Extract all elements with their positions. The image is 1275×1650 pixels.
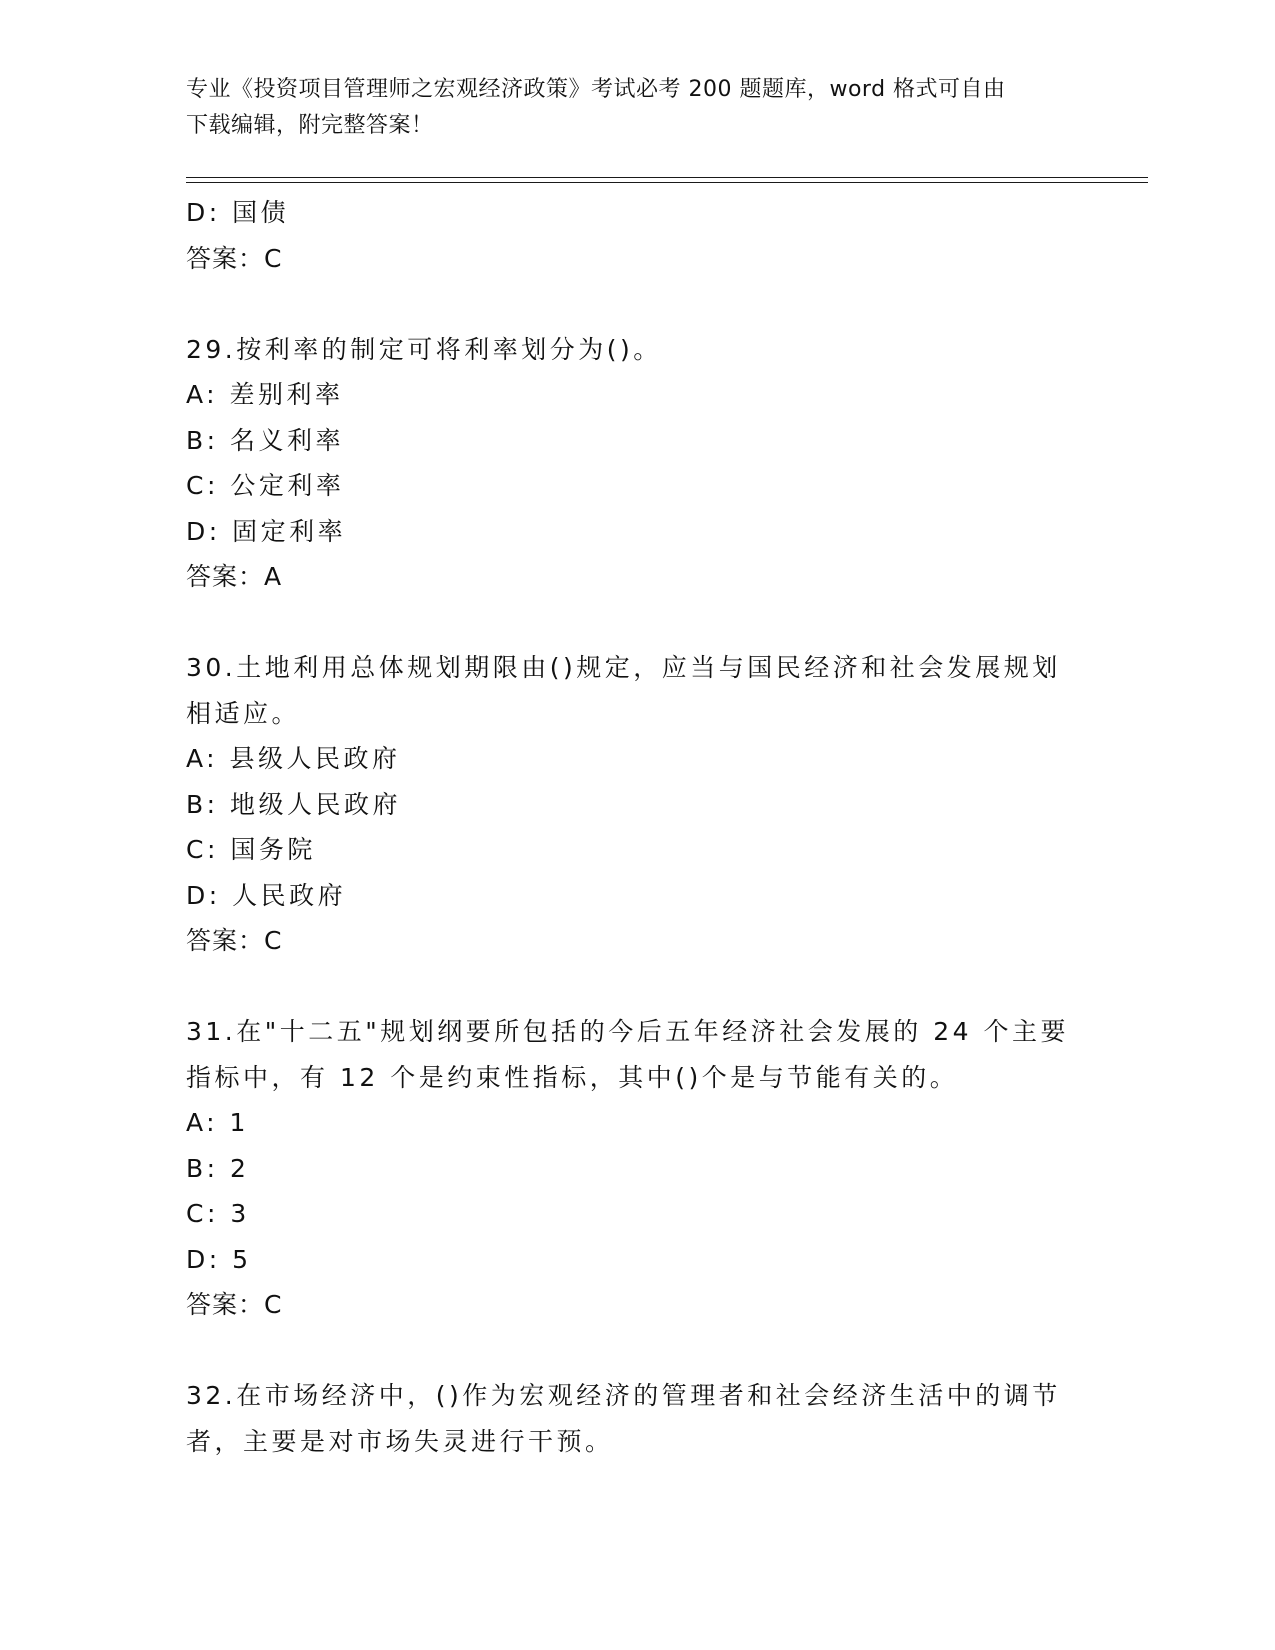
option-b: B: 名义利率 <box>186 425 345 455</box>
option-a: A: 县级人民政府 <box>186 744 401 773</box>
option-a: A: 1 <box>186 1108 249 1137</box>
answer-line: 答案：C <box>186 1290 283 1319</box>
question-31 <box>186 1009 1086 1328</box>
answer-line: 答案：A <box>186 562 283 591</box>
option-c: C: 3 <box>186 1199 250 1228</box>
question-32 <box>186 1373 1086 1464</box>
answer-line: 答案：C <box>186 926 283 955</box>
question-text-line-2: 指标中，有 12 个是约束性指标，其中()个是与节能有关的。 <box>186 1062 959 1092</box>
question-29 <box>186 327 1086 600</box>
spacer <box>186 964 1086 1010</box>
question-text: 29.按利率的制定可将利率划分为()。 <box>186 334 662 364</box>
option-d: D: 5 <box>186 1244 252 1274</box>
option-d: D: 国债 <box>186 198 290 227</box>
header-divider-top <box>186 177 1148 178</box>
header-line-1: 专业《投资项目管理师之宏观经济政策》考试必考 200 题题库，word 格式可自由 <box>186 77 1006 102</box>
question-list <box>186 190 1086 1464</box>
spacer <box>186 1328 1086 1374</box>
question-28-tail <box>186 190 1086 281</box>
question-text-line-1: 32.在市场经济中，()作为宏观经济的管理者和社会经济生活中的调节 <box>186 1381 1061 1410</box>
option-c: C: 公定利率 <box>186 471 345 500</box>
question-text-line-2: 相适应。 <box>186 698 301 728</box>
answer-line: 答案：C <box>186 243 283 273</box>
question-30 <box>186 645 1086 964</box>
header-divider-bottom <box>186 182 1148 183</box>
document-header <box>186 72 1066 144</box>
option-a: A: 差别利率 <box>186 380 344 409</box>
question-text-line-1: 31.在"十二五"规划纲要所包括的今后五年经济社会发展的 24 个主要 <box>186 1017 1069 1046</box>
question-text-line-1: 30.土地利用总体规划期限由()规定，应当与国民经济和社会发展规划 <box>186 653 1061 682</box>
header-line-2: 下载编辑，附完整答案！ <box>186 113 434 138</box>
spacer <box>186 281 1086 327</box>
spacer <box>186 600 1086 646</box>
option-d: D: 固定利率 <box>186 516 347 546</box>
question-text-line-2: 者，主要是对市场失灵进行干预。 <box>186 1426 614 1456</box>
option-b: B: 2 <box>186 1153 250 1183</box>
option-c: C: 国务院 <box>186 835 316 864</box>
option-d: D: 人民政府 <box>186 880 347 910</box>
option-b: B: 地级人民政府 <box>186 789 402 819</box>
